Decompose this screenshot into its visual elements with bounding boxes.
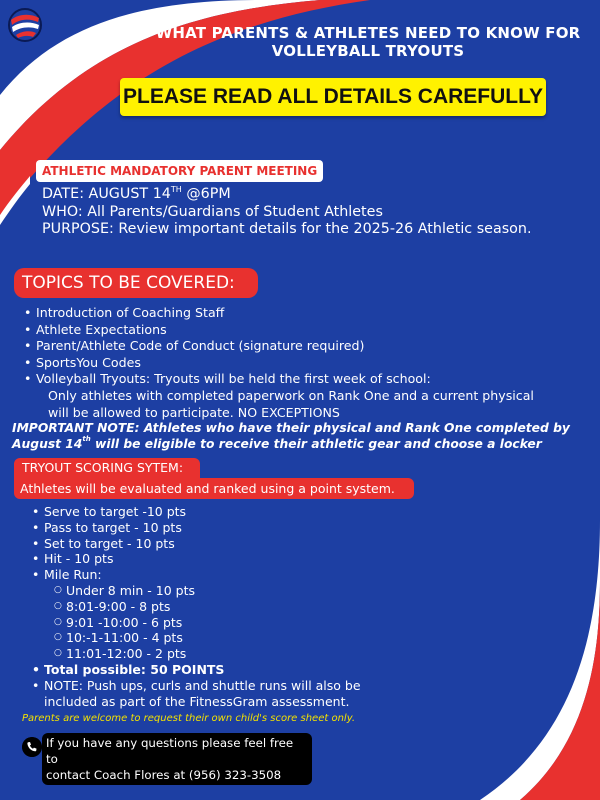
mile-run-item: ○ 11:01-12:00 - 2 pts: [32, 646, 572, 662]
scoring-note: • NOTE: Push ups, curls and shuttle runs will also be included as part of the FitnessGram assessment.: [32, 678, 572, 710]
title-line-1: WHAT PARENTS & ATHLETES NEED TO KNOW FOR: [155, 24, 581, 42]
tryouts-requirement-cont: will be allowed to participate. NO EXCEPTIONS: [48, 404, 340, 420]
mile-run-item: ○ 8:01-9:00 - 8 pts: [32, 599, 572, 615]
tryouts-line: • Volleyball Tryouts: Tryouts will be held the first week of school:: [36, 371, 431, 387]
scoring-title: TRYOUT SCORING SYTEM:: [14, 458, 200, 478]
volleyball-logo-icon: [8, 8, 42, 42]
topics-list: [24, 305, 584, 421]
page-title: [148, 24, 588, 60]
list-item: • Set to target - 10 pts: [32, 536, 572, 552]
meeting-label: ATHLETIC MANDATORY PARENT MEETING: [36, 160, 323, 182]
list-item: [24, 371, 584, 421]
list-item: • Parent/Athlete Code of Conduct (signature required): [24, 338, 584, 355]
mile-run-item: ○ 10:-1-11:00 - 4 pts: [32, 630, 572, 646]
meeting-date: DATE: AUGUST 14TH @6PM: [42, 185, 231, 202]
tryouts-requirement: Only athletes with completed paperwork on Rank One and a current physical: [48, 387, 534, 403]
mile-run-item: ○ Under 8 min - 10 pts: [32, 583, 572, 599]
list-item: • SportsYou Codes: [24, 355, 584, 372]
read-carefully-banner: PLEASE READ ALL DETAILS CAREFULLY: [120, 78, 546, 116]
mile-run-item: ○ 9:01 -10:00 - 6 pts: [32, 615, 572, 631]
meeting-purpose: PURPOSE: Review important details for the 2025-26 Athletic season.: [42, 221, 532, 237]
list-item: • Mile Run:: [32, 567, 572, 583]
title-line-2: VOLLEYBALL TRYOUTS: [271, 42, 465, 60]
meeting-who: WHO: All Parents/Guardians of Student Athletes: [42, 203, 383, 220]
contact-info: If you have any questions please feel free to contact Coach Flores at (956) 323-3508: [42, 733, 312, 785]
list-item: • Hit - 10 pts: [32, 551, 572, 567]
important-note: IMPORTANT NOTE: Athletes who have their physical and Rank One completed by August 14th will be eligible to receive their athletic gear and choose a locker: [12, 421, 570, 451]
phone-icon: [22, 737, 42, 757]
list-item: • Athlete Expectations: [24, 322, 584, 339]
topics-heading: TOPICS TO BE COVERED:: [14, 268, 258, 298]
meeting-details: [42, 186, 542, 239]
scoring-subtitle: Athletes will be evaluated and ranked using a point system.: [14, 478, 414, 499]
list-item: • Pass to target - 10 pts: [32, 520, 572, 536]
list-item: • Serve to target -10 pts: [32, 504, 572, 520]
parents-note: Parents are welcome to request their own child's score sheet only.: [22, 713, 356, 724]
list-item: • Introduction of Coaching Staff: [24, 305, 584, 322]
scoring-list: [32, 504, 572, 709]
total-points: • Total possible: 50 POINTS: [32, 662, 572, 678]
